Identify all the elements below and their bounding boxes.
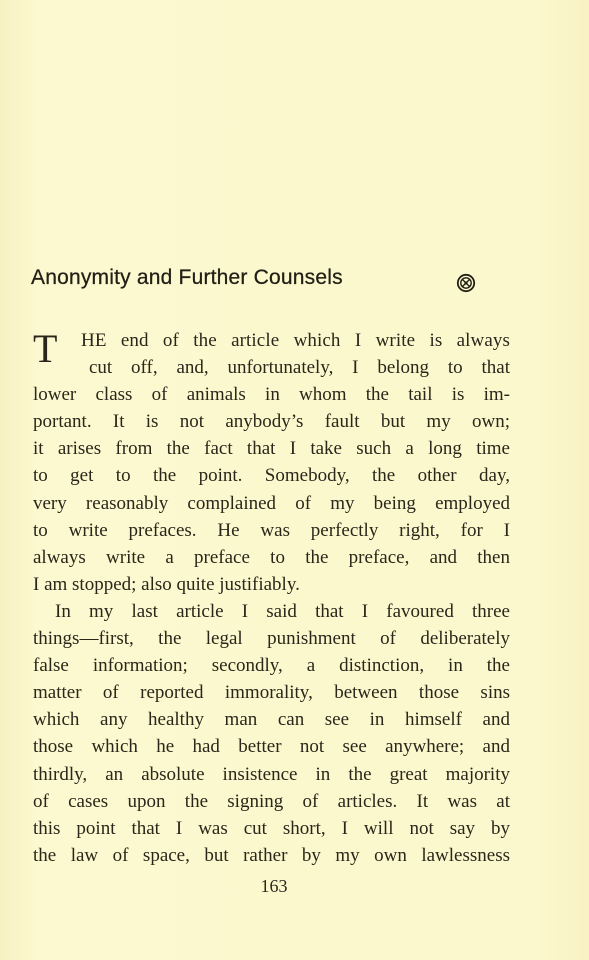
drop-cap: T bbox=[33, 326, 58, 371]
rosette-ornament-icon bbox=[456, 273, 476, 293]
body-line: always write a preface to the preface, and then bbox=[33, 546, 510, 568]
body-line: matter of reported immorality, between those sins bbox=[33, 682, 510, 704]
body-line: In my last article I said that I favoured three bbox=[55, 600, 510, 622]
body-line: the law of space, but rather by my own lawlessness bbox=[33, 844, 510, 866]
body-line: of cases upon the signing of articles. It was at bbox=[33, 790, 510, 812]
body-line: very reasonably complained of my being employed bbox=[33, 492, 510, 514]
body-line: those which he had better not see anywhere; and bbox=[33, 736, 510, 758]
body-line: false information; secondly, a distinction, in the bbox=[33, 655, 510, 677]
body-line: portant. It is not anybody’s fault but my own; bbox=[33, 411, 510, 433]
body-line: lower class of animals in whom the tail is im- bbox=[33, 384, 510, 406]
body-line: this point that I was cut short, I will not say by bbox=[33, 817, 510, 839]
body-line: HE end of the article which I write is always bbox=[81, 330, 510, 351]
body-line: cut off, and, unfortunately, I belong to that bbox=[89, 357, 510, 379]
body-line: things—first, the legal punishment of deliberately bbox=[33, 628, 510, 650]
body-line: to get to the point. Somebody, the other day, bbox=[33, 465, 510, 487]
chapter-title: Anonymity and Further Counsels bbox=[31, 266, 343, 289]
body-line: I am stopped; also quite justifiably. bbox=[33, 573, 300, 595]
body-line: which any healthy man can see in himself and bbox=[33, 709, 510, 731]
page-number: 163 bbox=[260, 876, 288, 896]
body-line: to write prefaces. He was perfectly right, for I bbox=[33, 519, 510, 541]
body-line: thirdly, an absolute insistence in the great majority bbox=[33, 763, 510, 785]
article-body bbox=[33, 327, 510, 869]
body-line: it arises from the fact that I take such a long time bbox=[33, 438, 510, 460]
